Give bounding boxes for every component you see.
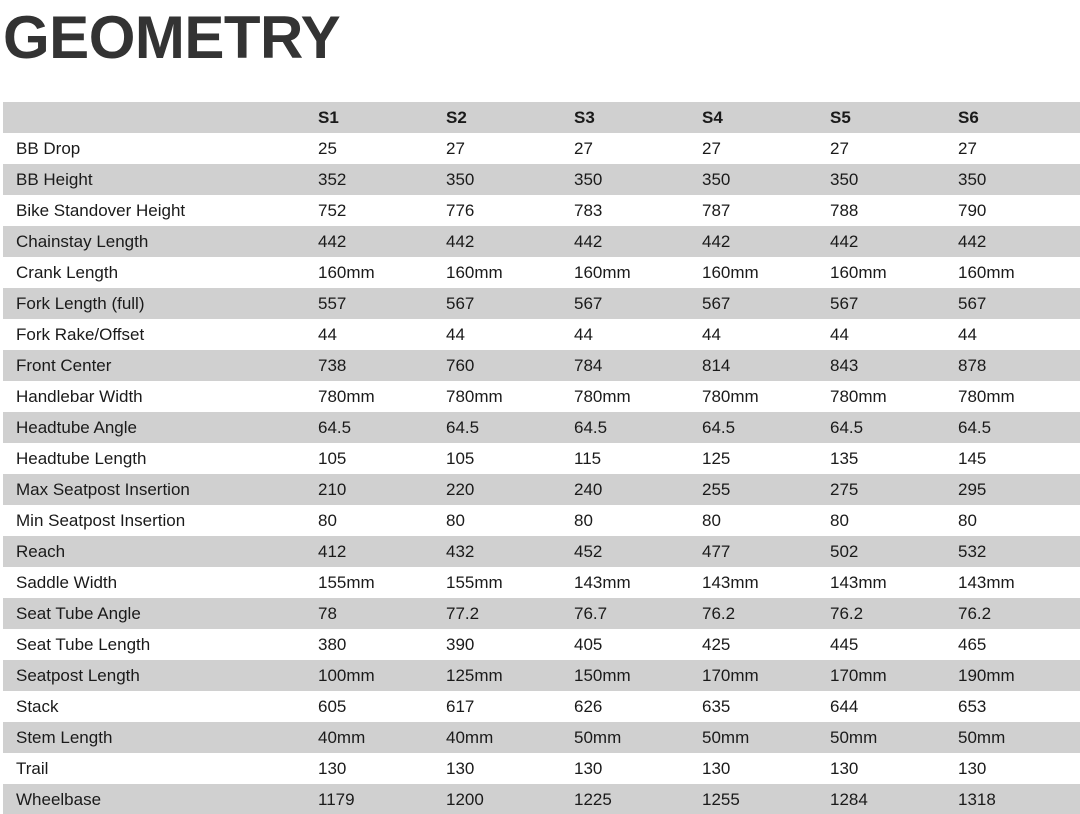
size-header: S2 bbox=[446, 102, 574, 133]
table-cell: 44 bbox=[318, 324, 337, 344]
table-row bbox=[3, 288, 1080, 319]
table-cell: 130 bbox=[830, 758, 859, 778]
header-label-cell bbox=[3, 102, 318, 133]
table-cell: 477 bbox=[702, 536, 830, 567]
row-label: Saddle Width bbox=[16, 572, 118, 592]
size-header: S5 bbox=[830, 102, 958, 133]
table-cell: 814 bbox=[702, 350, 830, 381]
row-label: Seat Tube Length bbox=[16, 634, 151, 654]
table-cell: 412 bbox=[318, 536, 446, 567]
table-cell: 1318 bbox=[958, 784, 1080, 814]
row-label: Chainstay Length bbox=[3, 226, 318, 257]
table-cell: 626 bbox=[574, 696, 603, 716]
table-cell: 160mm bbox=[446, 262, 503, 282]
table-cell: 160mm bbox=[830, 262, 887, 282]
table-row bbox=[3, 722, 1080, 753]
table-cell: 780mm bbox=[574, 386, 631, 406]
table-cell: 50mm bbox=[958, 722, 1080, 753]
table-row bbox=[3, 629, 1080, 660]
table-cell: 557 bbox=[318, 288, 446, 319]
row-label: Fork Rake/Offset bbox=[16, 324, 145, 344]
table-cell: 44 bbox=[702, 324, 721, 344]
table-body bbox=[3, 133, 1080, 814]
table-cell: 160mm bbox=[574, 262, 631, 282]
table-cell: 80 bbox=[574, 510, 593, 530]
table-cell: 442 bbox=[446, 226, 574, 257]
table-cell: 27 bbox=[958, 138, 977, 158]
table-row bbox=[3, 133, 1080, 164]
table-cell: 145 bbox=[958, 448, 987, 468]
table-cell: 275 bbox=[830, 474, 958, 505]
table-cell: 502 bbox=[830, 536, 958, 567]
table-cell: 567 bbox=[830, 288, 958, 319]
table-cell: 780mm bbox=[446, 386, 503, 406]
table-row bbox=[3, 660, 1080, 691]
table-cell: 425 bbox=[702, 634, 731, 654]
row-label: Handlebar Width bbox=[16, 386, 143, 406]
table-cell: 76.2 bbox=[830, 598, 958, 629]
table-row bbox=[3, 257, 1080, 288]
table-cell: 130 bbox=[958, 758, 987, 778]
table-cell: 1179 bbox=[318, 784, 446, 814]
table-cell: 64.5 bbox=[830, 412, 958, 443]
table-cell: 1200 bbox=[446, 784, 574, 814]
size-header: S1 bbox=[318, 102, 446, 133]
table-cell: 644 bbox=[830, 696, 859, 716]
table-cell: 380 bbox=[318, 634, 347, 654]
table-cell: 653 bbox=[958, 696, 987, 716]
table-cell: 432 bbox=[446, 536, 574, 567]
table-cell: 878 bbox=[958, 350, 1080, 381]
table-row bbox=[3, 598, 1080, 629]
row-label: Stem Length bbox=[3, 722, 318, 753]
row-label: Min Seatpost Insertion bbox=[16, 510, 186, 530]
table-cell: 77.2 bbox=[446, 598, 574, 629]
table-cell: 27 bbox=[702, 138, 721, 158]
table-cell: 64.5 bbox=[574, 412, 702, 443]
table-cell: 64.5 bbox=[958, 412, 1080, 443]
table-cell: 760 bbox=[446, 350, 574, 381]
table-cell: 80 bbox=[318, 510, 337, 530]
table-header-row bbox=[3, 102, 1080, 133]
table-cell: 635 bbox=[702, 696, 731, 716]
table-cell: 442 bbox=[702, 226, 830, 257]
table-cell: 143mm bbox=[702, 572, 759, 592]
table-cell: 50mm bbox=[574, 722, 702, 753]
table-cell: 790 bbox=[958, 200, 987, 220]
row-label: Trail bbox=[16, 758, 49, 778]
table-cell: 25 bbox=[318, 138, 337, 158]
table-cell: 27 bbox=[446, 138, 465, 158]
table-cell: 567 bbox=[702, 288, 830, 319]
table-row bbox=[3, 474, 1080, 505]
table-cell: 155mm bbox=[318, 572, 375, 592]
table-cell: 76.2 bbox=[958, 598, 1080, 629]
table-cell: 788 bbox=[830, 200, 859, 220]
table-cell: 76.7 bbox=[574, 598, 702, 629]
table-cell: 135 bbox=[830, 448, 859, 468]
table-cell: 390 bbox=[446, 634, 475, 654]
table-cell: 350 bbox=[830, 164, 958, 195]
geometry-table bbox=[3, 102, 1080, 814]
table-cell: 787 bbox=[702, 200, 731, 220]
table-cell: 240 bbox=[574, 474, 702, 505]
row-label: Wheelbase bbox=[3, 784, 318, 814]
table-cell: 780mm bbox=[702, 386, 759, 406]
table-row bbox=[3, 443, 1080, 474]
table-cell: 130 bbox=[318, 758, 347, 778]
table-row bbox=[3, 567, 1080, 598]
table-cell: 405 bbox=[574, 634, 603, 654]
row-label: Max Seatpost Insertion bbox=[3, 474, 318, 505]
table-cell: 160mm bbox=[958, 262, 1015, 282]
table-row bbox=[3, 381, 1080, 412]
size-header: S6 bbox=[958, 102, 1080, 133]
table-cell: 27 bbox=[830, 138, 849, 158]
table-cell: 44 bbox=[574, 324, 593, 344]
table-cell: 532 bbox=[958, 536, 1080, 567]
table-cell: 105 bbox=[446, 448, 475, 468]
table-cell: 170mm bbox=[830, 660, 958, 691]
table-row bbox=[3, 784, 1080, 814]
table-cell: 155mm bbox=[446, 572, 503, 592]
table-cell: 605 bbox=[318, 696, 347, 716]
table-cell: 784 bbox=[574, 350, 702, 381]
table-row bbox=[3, 195, 1080, 226]
table-cell: 738 bbox=[318, 350, 446, 381]
table-cell: 100mm bbox=[318, 660, 446, 691]
table-cell: 843 bbox=[830, 350, 958, 381]
table-cell: 115 bbox=[574, 448, 602, 468]
table-row bbox=[3, 691, 1080, 722]
table-row bbox=[3, 350, 1080, 381]
table-cell: 780mm bbox=[958, 386, 1015, 406]
table-cell: 50mm bbox=[830, 722, 958, 753]
table-cell: 80 bbox=[958, 510, 977, 530]
size-header: S3 bbox=[574, 102, 702, 133]
table-cell: 105 bbox=[318, 448, 347, 468]
row-label: Headtube Length bbox=[16, 448, 147, 468]
table-cell: 125 bbox=[702, 448, 731, 468]
table-row bbox=[3, 536, 1080, 567]
table-cell: 40mm bbox=[318, 722, 446, 753]
table-cell: 255 bbox=[702, 474, 830, 505]
table-cell: 442 bbox=[318, 226, 446, 257]
table-cell: 295 bbox=[958, 474, 1080, 505]
table-cell: 64.5 bbox=[446, 412, 574, 443]
table-cell: 80 bbox=[702, 510, 721, 530]
table-cell: 350 bbox=[446, 164, 574, 195]
table-cell: 160mm bbox=[318, 262, 375, 282]
row-label: Seatpost Length bbox=[3, 660, 318, 691]
row-label: Reach bbox=[3, 536, 318, 567]
row-label: Crank Length bbox=[16, 262, 119, 282]
table-cell: 190mm bbox=[958, 660, 1080, 691]
table-cell: 170mm bbox=[702, 660, 830, 691]
table-cell: 50mm bbox=[702, 722, 830, 753]
table-cell: 352 bbox=[318, 164, 446, 195]
table-row bbox=[3, 505, 1080, 536]
table-cell: 143mm bbox=[830, 572, 887, 592]
table-cell: 78 bbox=[318, 598, 446, 629]
table-cell: 130 bbox=[446, 758, 475, 778]
table-cell: 780mm bbox=[830, 386, 887, 406]
table-cell: 452 bbox=[574, 536, 702, 567]
table-cell: 64.5 bbox=[318, 412, 446, 443]
size-header: S4 bbox=[702, 102, 830, 133]
table-cell: 567 bbox=[958, 288, 1080, 319]
table-cell: 350 bbox=[702, 164, 830, 195]
table-cell: 143mm bbox=[958, 572, 1015, 592]
row-label: Fork Length (full) bbox=[3, 288, 318, 319]
row-label: Headtube Angle bbox=[3, 412, 318, 443]
table-cell: 130 bbox=[702, 758, 731, 778]
table-cell: 1255 bbox=[702, 784, 830, 814]
table-cell: 210 bbox=[318, 474, 446, 505]
table-cell: 40mm bbox=[446, 722, 574, 753]
table-cell: 617 bbox=[446, 696, 475, 716]
table-row bbox=[3, 412, 1080, 443]
table-cell: 80 bbox=[830, 510, 849, 530]
row-label: Seat Tube Angle bbox=[3, 598, 318, 629]
table-cell: 150mm bbox=[574, 660, 702, 691]
row-label: BB Height bbox=[3, 164, 318, 195]
table-cell: 160mm bbox=[702, 262, 759, 282]
row-label: Stack bbox=[16, 696, 59, 716]
table-cell: 143mm bbox=[574, 572, 631, 592]
table-cell: 442 bbox=[958, 226, 1080, 257]
page-title: GEOMETRY bbox=[3, 4, 341, 71]
table-cell: 442 bbox=[830, 226, 958, 257]
table-cell: 783 bbox=[574, 200, 603, 220]
table-cell: 220 bbox=[446, 474, 574, 505]
table-cell: 780mm bbox=[318, 386, 375, 406]
table-cell: 44 bbox=[958, 324, 977, 344]
table-cell: 27 bbox=[574, 138, 593, 158]
row-label: Front Center bbox=[3, 350, 318, 381]
row-label: Bike Standover Height bbox=[16, 200, 186, 220]
table-cell: 80 bbox=[446, 510, 465, 530]
table-cell: 442 bbox=[574, 226, 702, 257]
table-cell: 44 bbox=[446, 324, 465, 344]
table-row bbox=[3, 753, 1080, 784]
table-cell: 130 bbox=[574, 758, 603, 778]
table-cell: 125mm bbox=[446, 660, 574, 691]
table-row bbox=[3, 164, 1080, 195]
table-row bbox=[3, 226, 1080, 257]
table-cell: 1284 bbox=[830, 784, 958, 814]
table-cell: 567 bbox=[446, 288, 574, 319]
table-row bbox=[3, 319, 1080, 350]
row-label: BB Drop bbox=[16, 138, 81, 158]
table-cell: 567 bbox=[574, 288, 702, 319]
table-cell: 350 bbox=[958, 164, 1080, 195]
table-cell: 76.2 bbox=[702, 598, 830, 629]
table-cell: 465 bbox=[958, 634, 987, 654]
table-cell: 776 bbox=[446, 200, 475, 220]
table-cell: 64.5 bbox=[702, 412, 830, 443]
table-cell: 1225 bbox=[574, 784, 702, 814]
table-cell: 44 bbox=[830, 324, 849, 344]
table-cell: 350 bbox=[574, 164, 702, 195]
table-cell: 752 bbox=[318, 200, 347, 220]
table-cell: 445 bbox=[830, 634, 859, 654]
